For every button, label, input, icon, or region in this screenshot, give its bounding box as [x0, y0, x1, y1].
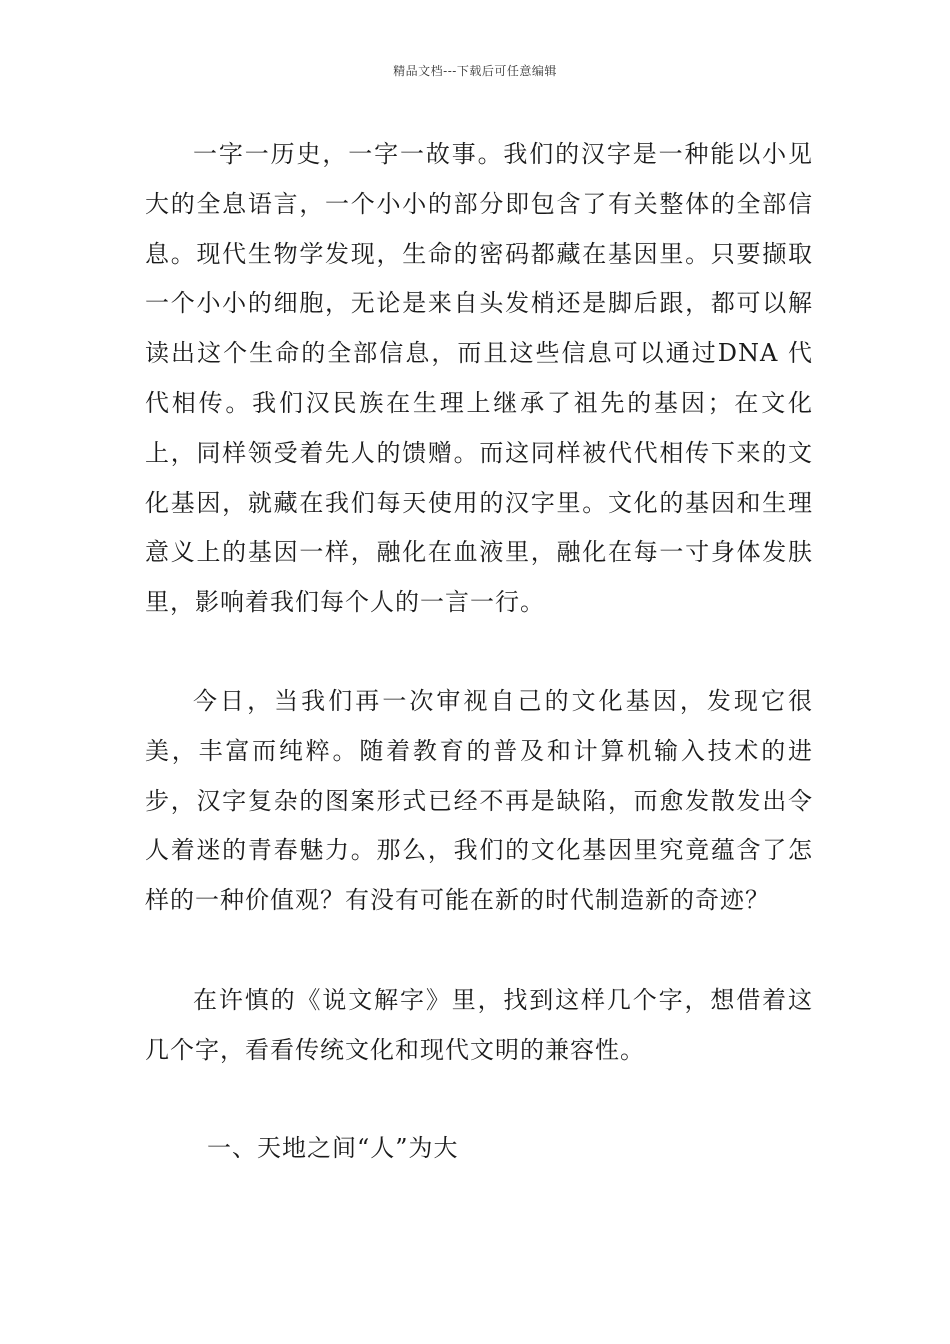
- paragraph-1: 一字一历史，一字一故事。我们的汉字是一种能以小见大的全息语言，一个小小的部分即包含了有关整体的全部信息。现代生物学发现，生命的密码都藏在基因里。只要撷取一个小小的细胞，无论是来自头发梢还是脚后跟，都可以解读出这个生命的全部信息，而且这些信息可以通过DNA 代代相传。我们汉民族在生理上继承了祖先的基因；在文化上，同样领受着先人的馈赠。而这同样被代代相传下来的文化基因，就藏在我们每天使用的汉字里。文化的基因和生理意义上的基因一样，融化在血液里，融化在每一寸身体发肤里，影响着我们每个人的一言一行。: [145, 140, 813, 617]
- paragraph-2: 今日，当我们再一次审视自己的文化基因，发现它很美，丰富而纯粹。随着教育的普及和计算机输入技术的进步，汉字复杂的图案形式已经不再是缺陷，而愈发散发出令人着迷的青春魅力。那么，我们的文化基因里究竟蕴含了怎样的一种价值观？有没有可能在新的时代制造新的奇迹？: [145, 686, 813, 915]
- paragraph-spacer: [145, 628, 813, 677]
- page-header: 精品文档---下载后可任意编辑: [393, 64, 557, 78]
- paragraph-3: 在许慎的《说文解字》里，找到这样几个字，想借着这几个字，看看传统文化和现代文明的兼容性。: [145, 985, 813, 1064]
- section-heading: 一、天地之间“人”为大: [207, 1133, 459, 1162]
- paragraph-spacer: [145, 926, 813, 976]
- document-body: [145, 130, 813, 1173]
- paragraph-spacer: [145, 1076, 813, 1124]
